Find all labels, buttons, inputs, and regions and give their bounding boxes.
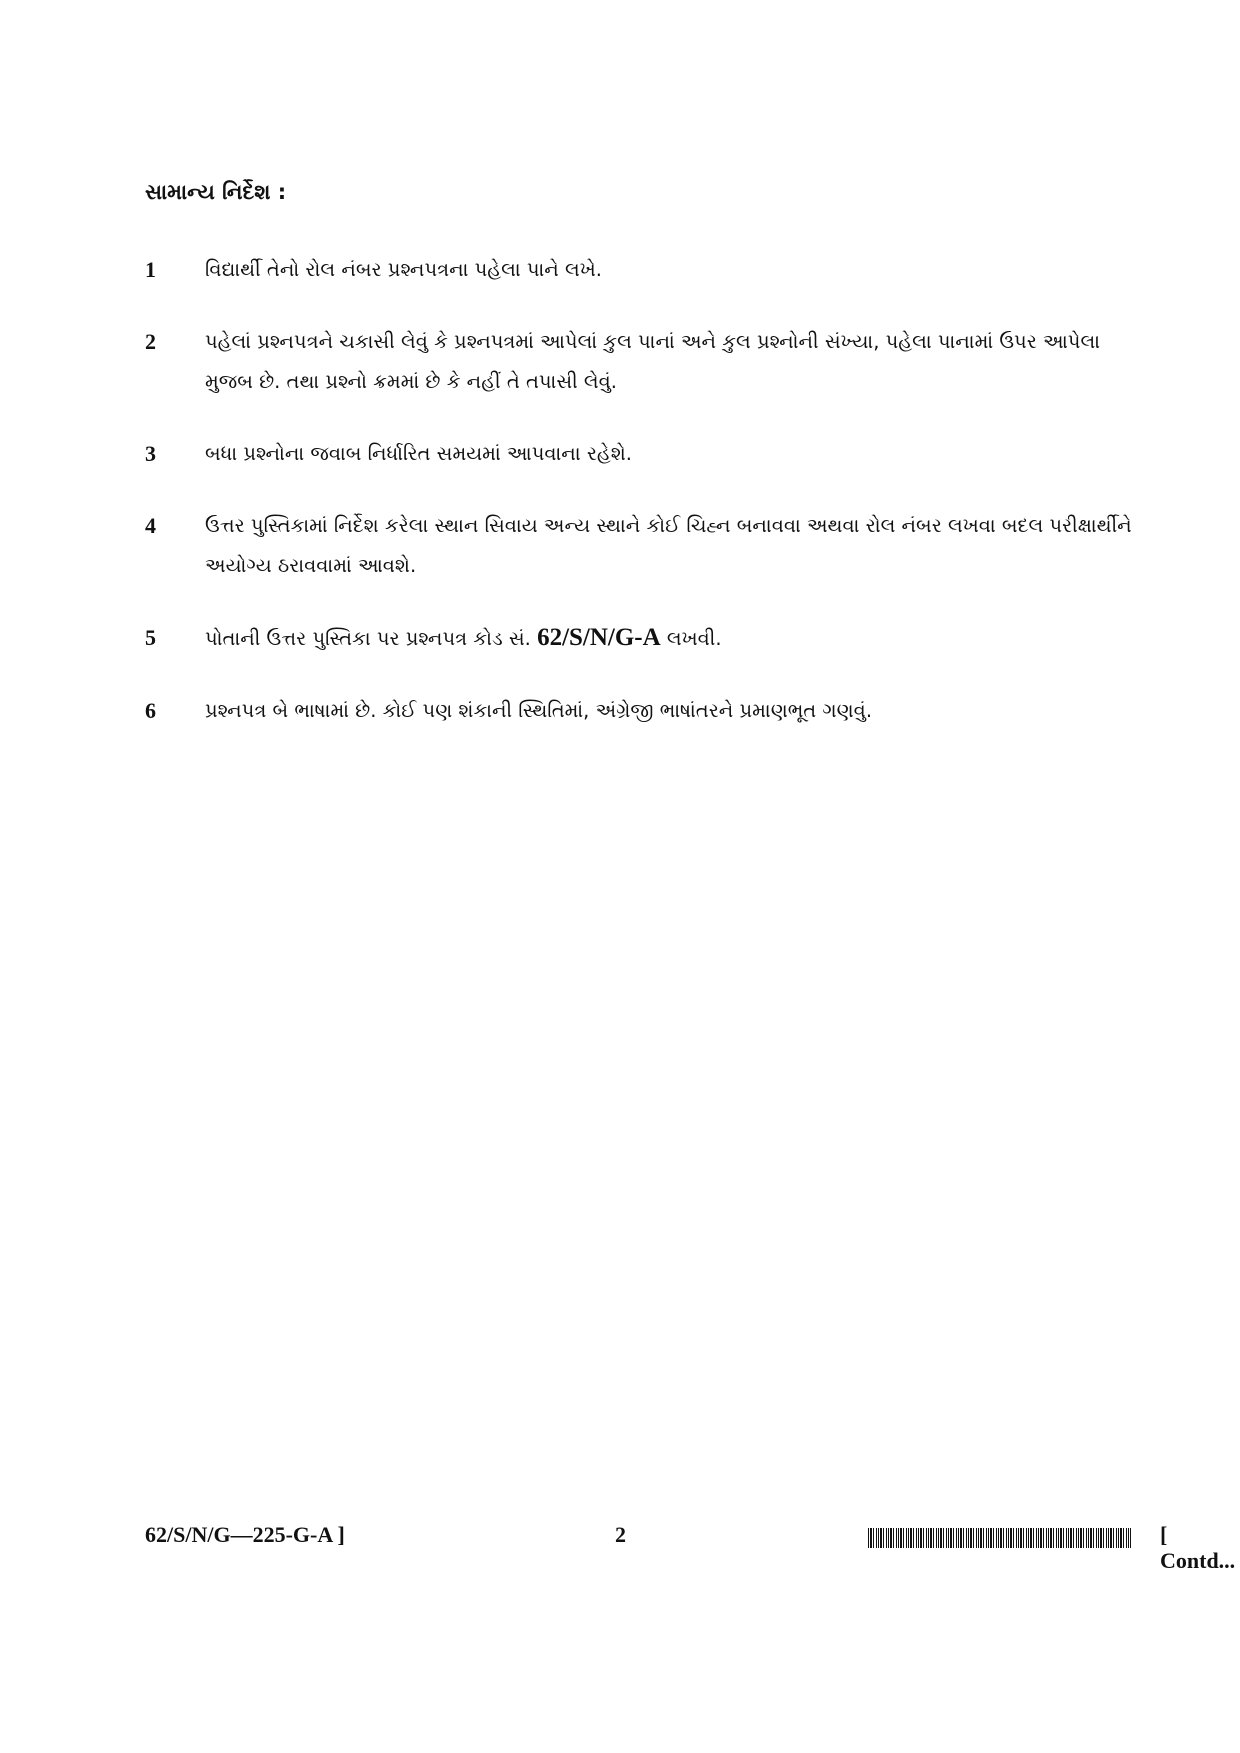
instruction-text: વિદ્યાર્થી તેનો રોલ નંબર પ્રશ્નપત્રના પહેલા પાને લખે. bbox=[205, 258, 602, 281]
page-number: 2 bbox=[615, 1522, 626, 1547]
general-instructions-heading: સામાન્ય નિર્દેશ : bbox=[145, 180, 287, 204]
barcode-icon bbox=[868, 1528, 1131, 1548]
instruction-number: 1 bbox=[145, 257, 156, 282]
instruction-number: 4 bbox=[145, 513, 156, 538]
continued-label: [ Contd... bbox=[1160, 1522, 1236, 1573]
footer-paper-code: 62/S/N/G—225-G-A ] bbox=[145, 1522, 345, 1547]
instruction-item bbox=[145, 250, 1135, 290]
instruction-text-before-code: પોતાની ઉત્તર પુસ્તિકા પર પ્રશ્નપત્ર કોડ સં. bbox=[205, 627, 531, 650]
instruction-item bbox=[145, 434, 1135, 474]
instruction-text: બધા પ્રશ્નોના જવાબ નિર્ધારિત સમયમાં આપવાના રહેશે. bbox=[205, 442, 632, 465]
page-footer bbox=[145, 1522, 1236, 1573]
instruction-number: 2 bbox=[145, 329, 156, 354]
instruction-text: ઉત્તર પુસ્તિકામાં નિર્દેશ કરેલા સ્થાન સિવાય અન્ય સ્થાને કોઈ ચિહ્ન બનાવવા અથવા રોલ નંબર લખવા બદલ પરીક્ષાર્થીને અયોગ્ય ઠરાવવામાં આવશે. bbox=[205, 514, 1132, 577]
instruction-item bbox=[145, 322, 1135, 402]
instruction-number: 3 bbox=[145, 441, 156, 466]
instruction-number: 5 bbox=[145, 625, 156, 650]
instruction-item bbox=[145, 618, 1135, 659]
instruction-item bbox=[145, 506, 1135, 586]
instruction-text: પ્રશ્નપત્ર બે ભાષામાં છે. કોઈ પણ શંકાની સ્થિતિમાં, અંગ્રેજી ભાષાંતરને પ્રમાણભૂત ગણવું. bbox=[205, 699, 873, 722]
instruction-text-after-code: લખવી. bbox=[666, 627, 722, 650]
instruction-text: પહેલાં પ્રશ્નપત્રને ચકાસી લેવું કે પ્રશ્નપત્રમાં આપેલાં કુલ પાનાં અને કુલ પ્રશ્નોની સંખ્યા, પહેલા પાનામાં ઉપર આપેલા મુજબ છે. તથા પ્રશ્નો ક્રમમાં છે કે નહીં તે તપાસી લેવું. bbox=[205, 330, 1100, 393]
instruction-number: 6 bbox=[145, 698, 156, 723]
instruction-item bbox=[145, 691, 1135, 731]
question-paper-code: 62/S/N/G-A bbox=[537, 624, 661, 651]
instructions-list bbox=[145, 250, 1135, 763]
